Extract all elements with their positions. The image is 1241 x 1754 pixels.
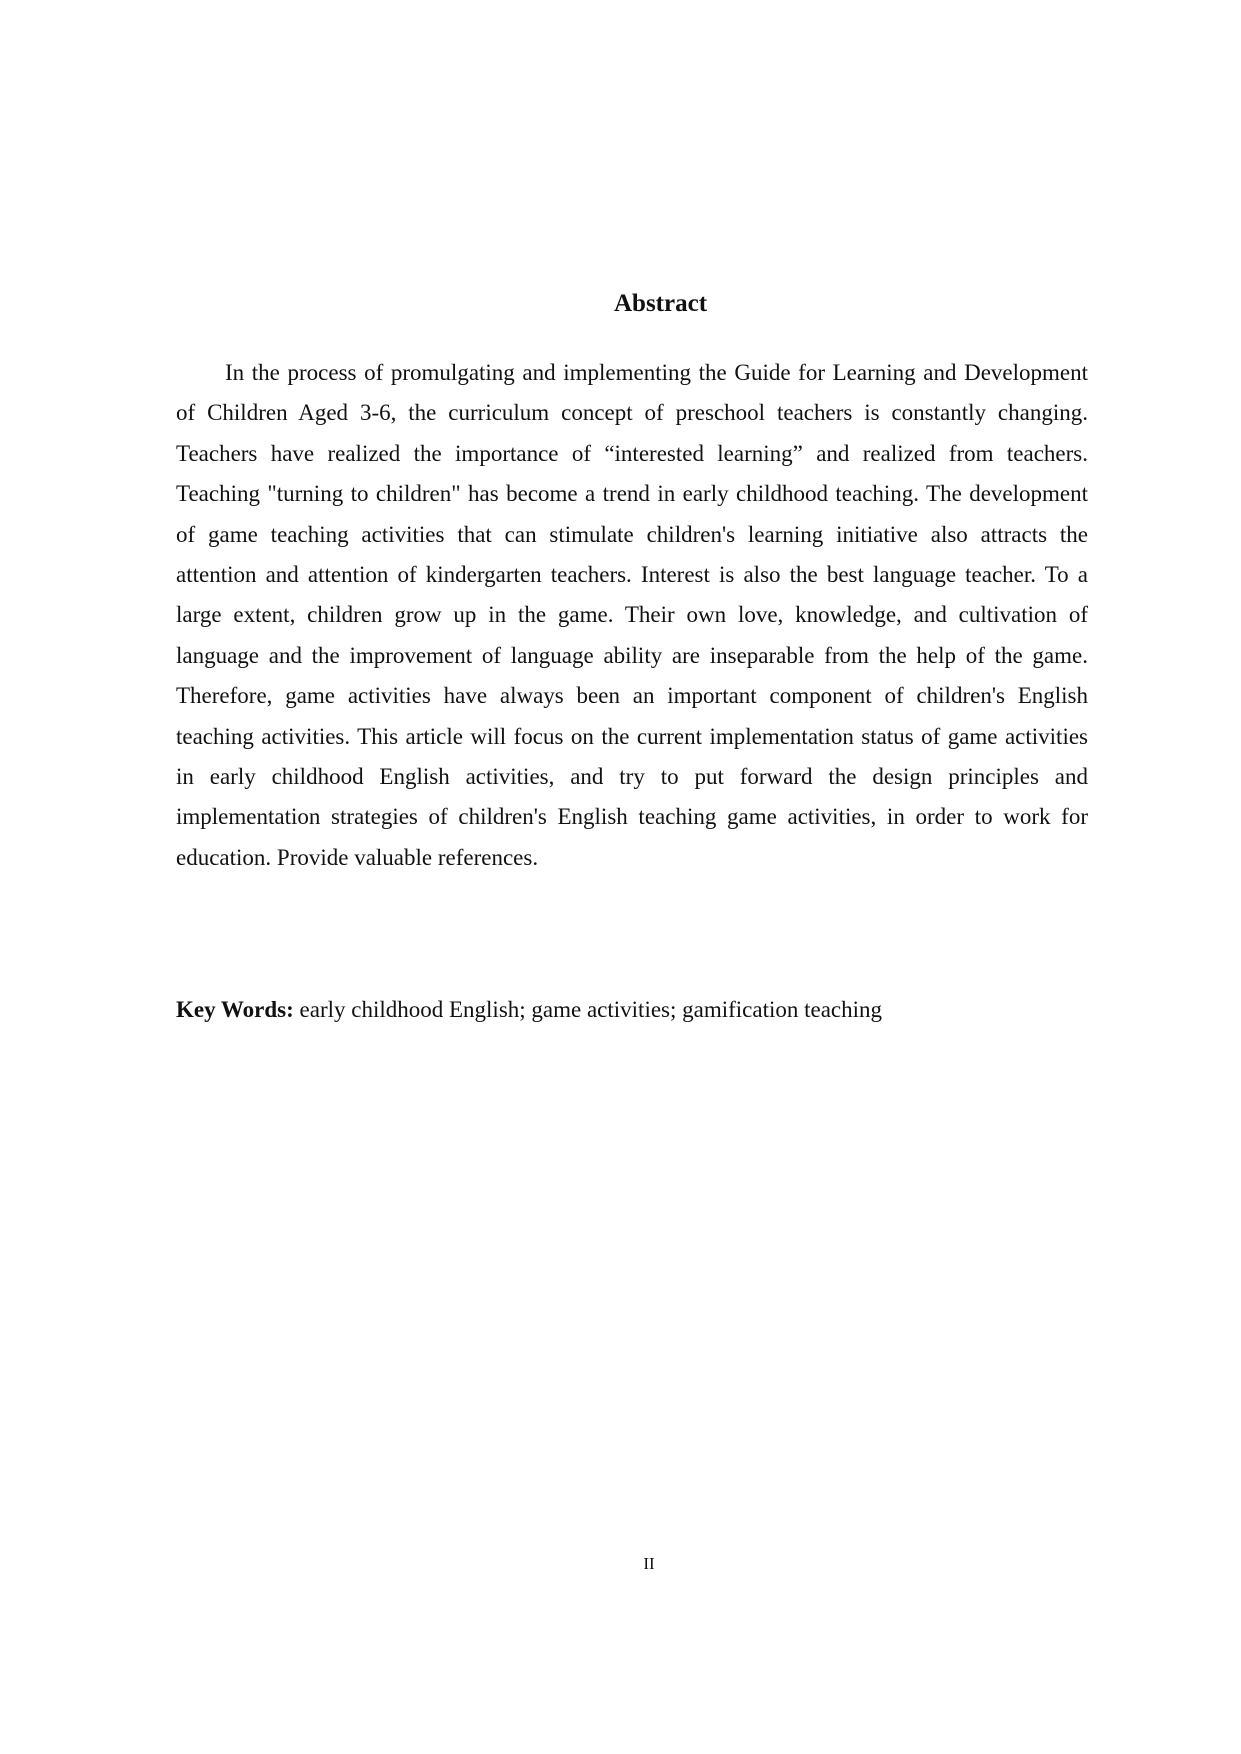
page-number: II: [643, 1554, 655, 1573]
keywords-label: Key Words:: [176, 997, 294, 1022]
page-title: Abstract: [613, 290, 708, 317]
abstract-paragraph: In the process of promulgating and implementing the Guide for Learning and Development of Children Aged 3-6, the curriculum concept of preschool teachers is constantly changing. Teachers have realized the importance of “interested learning” and realized from teachers. Teaching "turning to children" has become a trend in early childhood teaching. The development of game teaching activities that can stimulate children's learning initiative also attracts the attention and attention of kindergarten teachers. Interest is also the best language teacher. To a large extent, children grow up in the game. Their own love, knowledge, and cultivation of language and the improvement of language ability are inseparable from the help of the game. Therefore, game activities have always been an important component of children's English teaching activities. This article will focus on the current implementation status of game activities in early childhood English activities, and try to put forward the design principles and implementation strategies of children's English teaching game activities, in order to work for education. Provide valuable references.: [176, 360, 1088, 870]
keywords-line: [176, 993, 1088, 1027]
keywords-text: early childhood English; game activities; gamification teaching: [299, 997, 883, 1022]
